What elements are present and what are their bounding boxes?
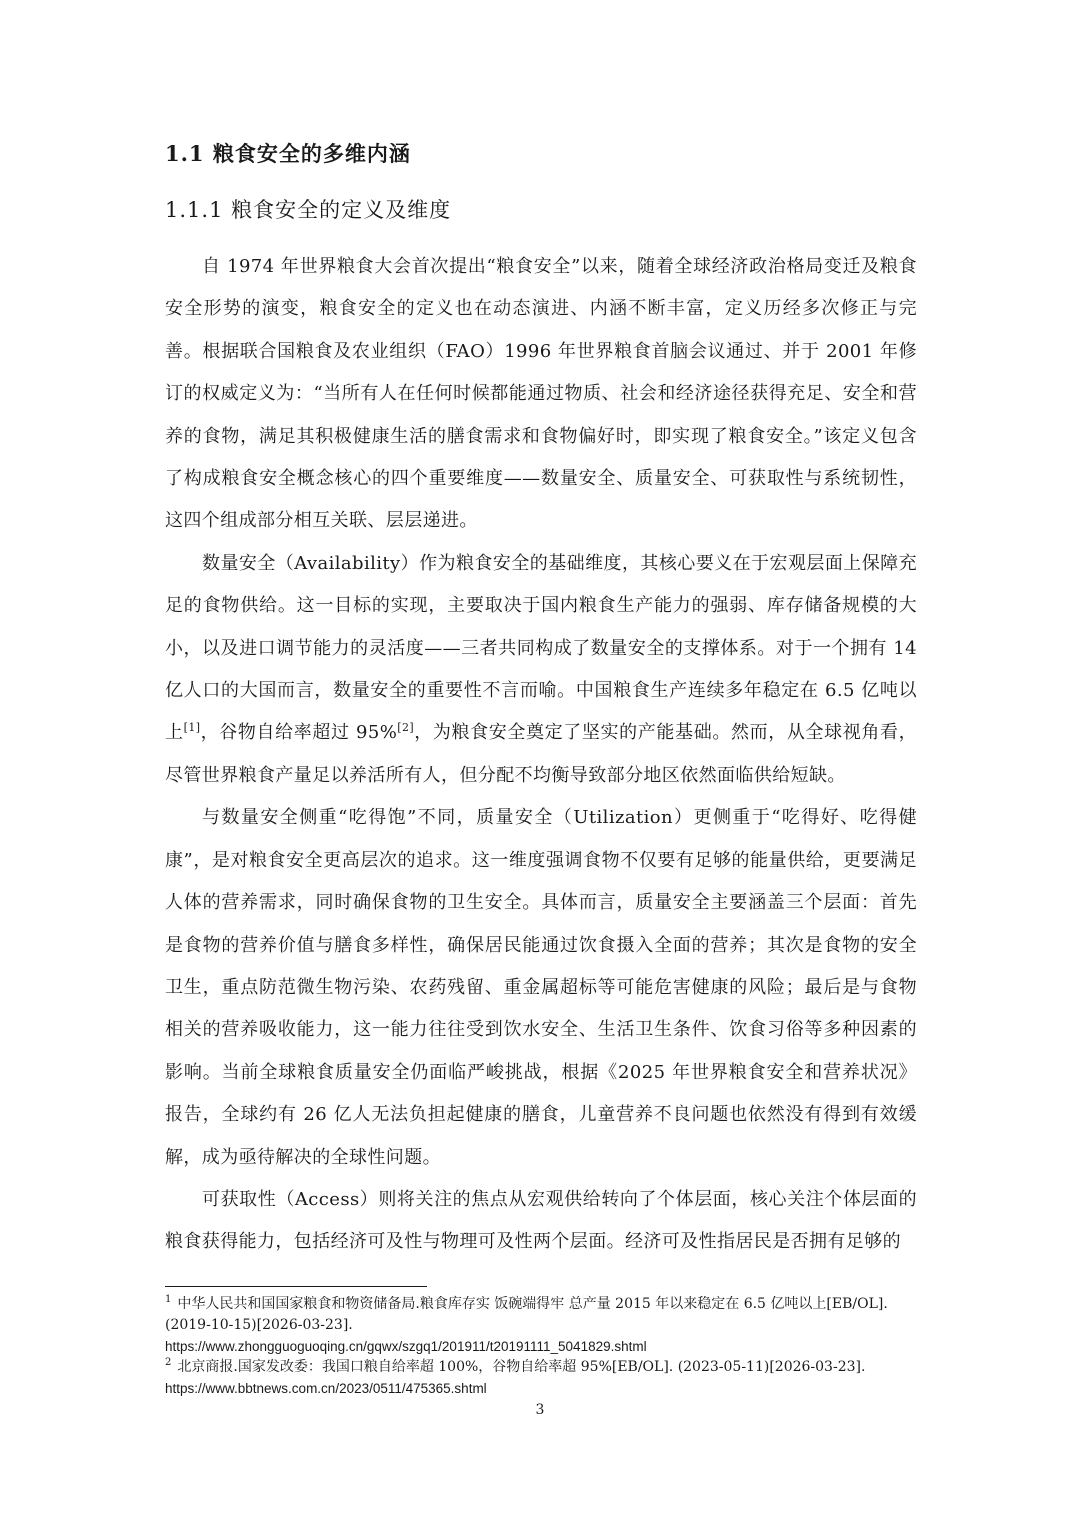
footnote-link[interactable]: https://www.bbtnews.com.cn/2023/0511/475365.shtml: [165, 1381, 487, 1396]
paragraph-definition: 自 1974 年世界粮食大会首次提出“粮食安全”以来，随着全球经济政治格局变迁及粮食安全形势的演变，粮食安全的定义也在动态演进、内涵不断丰富，定义历经多次修正与完善。根据联合国粮食及农业组织（FAO）1996 年世界粮食首脑会议通过、并于 2001 年修订的权威定义为：“当所有人在任何时候都能通过物质、社会和经济途径获得充足、安全和营养的食物，满足其积极健康生活的膳食需求和食物偏好时，即实现了粮食安全。”该定义包含了构成粮食安全概念核心的四个重要维度——数量安全、质量安全、可获取性与系统韧性，这四个组成部分相互关联、层层递进。: [165, 256, 917, 532]
section-heading: 1.1 粮食安全的多维内涵: [165, 141, 411, 166]
paragraph-availability-part1: 数量安全（Availability）作为粮食安全的基础维度，其核心要义在于宏观层面上保障充足的食物供给。这一目标的实现，主要取决于国内粮食生产能力的强弱、库存储备规模的大小，以及进口调节能力的灵活度——三者共同构成了数量安全的支撑体系。对于一个拥有 14 亿人口的大国而言，数量安全的重要性不言而喻。中国粮食生产连续多年稳定在 6.5 亿吨以上: [165, 552, 917, 744]
paragraph-utilization: 与数量安全侧重“吃得饱”不同，质量安全（Utilization）更侧重于“吃得好、吃得健康”，是对粮食安全更高层次的追求。这一维度强调食物不仅要有足够的能量供给，更要满足人体的营养需求，同时确保食物的卫生安全。具体而言，质量安全主要涵盖三个层面：首先是食物的营养价值与膳食多样性，确保居民能通过饮食摄入全面的营养；其次是食物的安全卫生，重点防范微生物污染、农药残留、重金属超标等可能危害健康的风险；最后是与食物相关的营养吸收能力，这一能力往往受到饮水安全、生活卫生条件、饮食习俗等多种因素的影响。当前全球粮食质量安全仍面临严峻挑战，根据《2025 年世界粮食安全和营养状况》报告，全球约有 26 亿人无法负担起健康的膳食，儿童营养不良问题也依然没有得到有效缓解，成为亟待解决的全球性问题。: [165, 807, 917, 1168]
footnote-2: [165, 1357, 925, 1399]
paragraph-availability: [165, 543, 917, 797]
footnote-link[interactable]: https://www.zhongguoguoqing.cn/gqwx/szgq1/201911/t20191111_5041829.shtml: [165, 1339, 647, 1354]
footnotes: [165, 1294, 925, 1399]
footnote-ref-1[interactable]: [1]: [183, 721, 201, 735]
footnote-1: [165, 1294, 925, 1357]
subsection-heading: 1.1.1 粮食安全的定义及维度: [165, 198, 452, 222]
paragraph-availability-part3: ，为粮食安全奠定了坚实的产能基础。然而，从全球视角看，尽管世界粮食产量足以养活所有人，但分配不均衡导致部分地区依然面临供给短缺。: [165, 722, 917, 786]
page-number: 3: [535, 1402, 545, 1418]
footnote-text: 中华人民共和国国家粮食和物资储备局.粮食库存实 饭碗端得牢 总产量 2015 年以来稳定在 6.5 亿吨以上[EB/OL]. (2019-10-15)[2026-03-23].: [165, 1296, 888, 1333]
footnote-divider: [165, 1286, 427, 1287]
footnote-number: 1: [165, 1294, 172, 1306]
footnote-ref-2[interactable]: [2]: [397, 721, 415, 735]
paragraph-availability-part2: ，谷物自给率超过 95%: [200, 722, 398, 744]
body-text: [165, 246, 917, 1264]
paragraph-access: 可获取性（Access）则将关注的焦点从宏观供给转向了个体层面，核心关注个体层面的粮食获得能力，包括经济可及性与物理可及性两个层面。经济可及性指居民是否拥有足够的: [165, 1188, 917, 1253]
footnote-number: 2: [165, 1357, 172, 1369]
footnote-text: 北京商报.国家发改委：我国口粮自给率超 100%，谷物自给率超 95%[EB/OL]. (2023-05-11)[2026-03-23].: [177, 1359, 866, 1375]
